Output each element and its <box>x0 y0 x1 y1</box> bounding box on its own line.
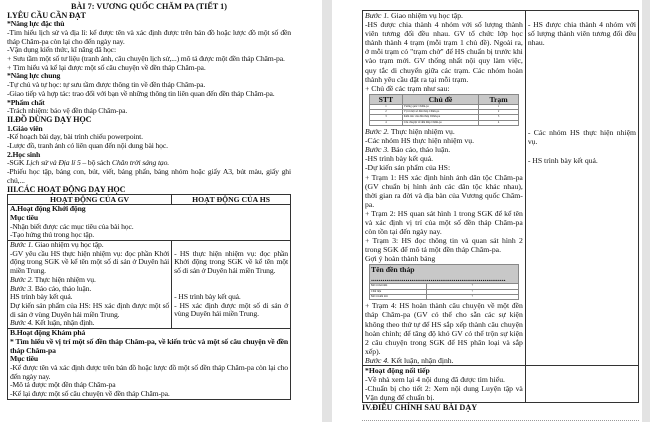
paragraph: -Nhận biết được các mục tiêu của bài học. <box>10 221 134 231</box>
paragraph: + Trạm 1: HS xác định hình ảnh dân tộc Chăm-pa (GV chuẩn bị hình ảnh các dân tộc khác nhau), thời gian ra đời và địa bàn của Vương quốc Chăm-pa. <box>365 172 523 209</box>
table-cell <box>363 365 526 402</box>
paragraph: -Kể được tên và xác định được trên bản đồ hoặc lược đồ một số đền tháp Chăm-pa còn lại cho đến ngày nay. <box>10 362 288 381</box>
paragraph: -Tự chủ và tự học: tự sưu tầm được thông tin về đền tháp Chăm-pa. <box>7 80 206 90</box>
column-header: Trạm <box>479 94 519 104</box>
paragraph: -HS được chia thành 4 nhóm với số lượng thành viên tương đối đều nhau. GV tổ chức lớp học thành thành 4 trạm (mỗi trạm 1 chủ đề). Ngoài ra, ở mỗi trạm có "trạm chờ" để HS chuẩn bị trước khi vào trạm mới. GV thống nhất nội quy làm việc, quy tắc di chuyển giữa các trạm. Các nhóm hoàn thành yêu cầu đặt ra tại mỗi trạm. <box>365 20 523 84</box>
paragraph: -Mô tả được một đền tháp Chăm-pa <box>10 380 116 390</box>
column-header: HOẠT ĐỘNG CỦA GV <box>8 195 172 205</box>
text: -SGK <box>7 158 27 168</box>
paragraph: -Về nhà xem lại 4 nội dung đã được tìm hiểu. <box>365 375 505 385</box>
subheading: 1.Giáo viên <box>7 123 43 133</box>
paragraph: -Chuẩn bị cho tiết 2: Xem nội dung Luyện tập và Vận dụng để chuẩn bị. <box>365 384 523 403</box>
paragraph: - HS trình bày kết quả. <box>527 155 598 165</box>
paragraph: - HS thực hiện nhiệm vụ: đọc phần Khởi động trong SGK về kể tên một số di sản ở Duyên hải miền Trung. <box>174 248 288 276</box>
step-label: Bước 2. <box>10 274 34 284</box>
cell: ? <box>426 295 518 300</box>
table-row <box>8 205 291 241</box>
document-page-1 <box>0 0 322 422</box>
table-cell <box>363 11 526 366</box>
column-header: STT <box>370 94 403 104</box>
text: Chân trời sáng tạo. <box>111 158 170 168</box>
section-heading: IV.ĐIỀU CHỈNH SAU BÀI DẠY <box>362 403 478 413</box>
paragraph: + Trạm 3: HS đọc thông tin và quan sát hình 2 trong SGK để mô tả một đền tháp Chăm-pa. <box>365 236 523 255</box>
activity-title: A.Hoạt động Khởi động <box>10 204 86 214</box>
column-header: Chủ đề <box>402 94 478 104</box>
paragraph: -Dự kiến sản phẩm của HS: <box>365 163 451 173</box>
section-heading: III.CÁC HOẠT ĐỘNG DẠY HỌC <box>7 184 126 194</box>
paragraph: + Trạm 4: HS hoàn thành câu chuyện về một đền tháp Chăm-pa (GV có thể cho sẵn các sự kiện không theo thứ tự để HS sắp xếp thành câu chuyện hoàn chỉnh; để tăng độ khó GV có thể trộn sự kiện 2 câu chuyện trong SGK để HS phân loại và sắp xếp). <box>365 301 523 356</box>
paragraph: -Tạo hứng thú trong học tập. <box>10 230 95 240</box>
temple-description-table <box>369 264 519 300</box>
paragraph: + Tìm hiểu và kể lại được một số câu chuyện về đền tháp Chăm-pa. <box>7 62 206 72</box>
dotted-line <box>362 412 639 421</box>
paragraph: - Các nhóm HS thực hiện nhiệm vụ. <box>527 128 636 147</box>
cell: 1 <box>370 104 403 109</box>
activities-table <box>7 194 291 399</box>
subheading: *Năng lực đặc thù <box>7 19 65 29</box>
document-page-2 <box>332 0 642 422</box>
column-header: Tên đền tháp ...................................................................... <box>370 265 519 284</box>
paragraph: -Kế hoạch bài dạy, bài trình chiếu powerpoint. <box>7 132 143 142</box>
subheading: Mục tiêu <box>10 212 39 222</box>
text: Báo cáo, thảo luận. <box>33 283 92 293</box>
text: Giao nhiệm vụ học tập. <box>389 11 463 20</box>
cell: 1 <box>479 104 519 109</box>
text: Thực hiện nhiệm vụ. <box>389 127 455 137</box>
cell: 2 <box>479 110 519 115</box>
paragraph: -Phiếu học tập, bảng con, bút, viết, bảng phấn, bảng nhóm hoặc giấy A3, bút màu, giấy ghi chú,... <box>7 167 291 185</box>
cell: Mô tả mái nhà <box>370 284 427 289</box>
subheading: *Phẩm chất <box>7 97 45 107</box>
paragraph: -GV yêu cầu HS thực hiện nhiệm vụ: đọc phần Khởi động trong SGK về kể tên một số di sản ở Duyên hải miền Trung. <box>10 248 170 276</box>
subheading: * Tìm hiểu về vị trí một số đền tháp Chăm-pa, về kiến trúc và một số câu chuyện về đền tháp Chăm-pa <box>10 336 288 355</box>
cell: 4 <box>370 120 403 125</box>
paragraph: Gợi ý hoàn thành bảng <box>365 254 436 264</box>
step-label: Bước 1. <box>365 11 390 20</box>
cell: 4 <box>479 120 519 125</box>
table-cell <box>525 11 638 366</box>
table-cell <box>525 365 638 402</box>
step-label: Bước 4. <box>365 355 390 365</box>
step-label: Bước 3. <box>365 145 390 155</box>
paragraph: + Chủ đề các trạm như sau: <box>365 83 450 93</box>
paragraph: - HS trình bày kết quả. <box>174 291 241 301</box>
cell: ? <box>426 289 518 294</box>
step-label: Bước 1. <box>10 240 34 250</box>
paragraph: - HS xác định được một số di sản ở vùng Duyên hải miền Trung. <box>174 300 288 319</box>
stations-table <box>369 94 519 126</box>
activity-title: B.Hoạt động Khám phá <box>10 328 86 338</box>
text: Giao nhiệm vụ học tập. <box>33 240 104 250</box>
cell: 2 <box>370 110 403 115</box>
table-cell <box>8 241 172 329</box>
cell: Câu chuyện về đền tháp Chăm-pa <box>402 120 478 125</box>
lesson-title: BÀI 7: VƯƠNG QUỐC CHĂM PA (TIẾT 1) <box>71 2 227 11</box>
paragraph: -Vận dụng kiến thức, kĩ năng đã học: <box>7 45 116 55</box>
cell: 3 <box>479 115 519 120</box>
text: Thực hiện nhiệm vụ. <box>33 274 96 284</box>
paragraph: HS trình bày kết quả. <box>10 292 73 302</box>
text: Lịch sử và Địa lí 5 <box>26 158 81 168</box>
paragraph: -Kể lại được một số câu chuyện về đền tháp Chăm-pa. <box>10 389 170 399</box>
column-header: HOẠT ĐỘNG CỦA HS <box>172 195 291 205</box>
paragraph: -Lược đồ, tranh ảnh có liên quan đến nội dung bài học. <box>7 141 168 151</box>
paragraph: -HS trình bày kết quả. <box>365 154 434 164</box>
cell: 3 <box>370 115 403 120</box>
paragraph: Dự kiến sản phẩm của HS: HS xác định được một số di sản ở vùng Duyên hải miền Trung. <box>10 301 170 319</box>
paragraph: -Giao tiếp và hợp tác: trao đổi với bạn về những thông tin liên quan đến đền tháp Chăm-pa. <box>7 88 275 98</box>
paragraph: + Trạm 2: HS quan sát hình 1 trong SGK để kể tên và xác định vị trí của một số đền tháp Chăm-pa còn tồn tại đến ngày nay. <box>365 208 523 237</box>
table-row <box>8 329 291 400</box>
cell: Chất liệu <box>370 289 427 294</box>
step-label: Bước 3. <box>10 283 34 293</box>
cell: Kiến trúc của đền tháp Chăm-pa <box>402 115 478 120</box>
paragraph: -Các nhóm HS thực hiện nhiệm vụ. <box>365 136 474 146</box>
text: – bộ sách <box>80 158 112 168</box>
text: Kết luận, nhận định. <box>389 355 454 365</box>
paragraph: -Trách nhiệm: bảo vệ đền tháp Chăm-pa. <box>7 106 128 116</box>
subheading: 2.Học sinh <box>7 149 41 159</box>
table-cell <box>172 241 291 329</box>
step-label: Bước 4. <box>10 318 34 328</box>
text: Kết luận, nhận định. <box>33 318 95 328</box>
section-heading: I.YÊU CẦU CẦN ĐẠT <box>7 10 86 20</box>
step-label: Bước 2. <box>365 127 390 137</box>
cell: Vương quốc Chăm-pa <box>402 104 478 109</box>
cell: ? <box>426 284 518 289</box>
paragraph: - HS được chia thành 4 nhóm với số lượng thành viên tương đối đều nhau. <box>527 20 636 48</box>
cell: Vị trí một số đền tháp Chăm-pa <box>402 110 478 115</box>
section-heading: II.ĐỒ DÙNG DẠY HỌC <box>7 114 92 124</box>
text: Báo cáo, thảo luận. <box>389 145 451 155</box>
cell: Mô tả kiến trúc <box>370 295 427 300</box>
activities-table-continued <box>362 10 639 403</box>
subheading: *Hoạt động nối tiếp <box>365 365 430 375</box>
subheading: Mục tiêu <box>10 354 39 364</box>
subheading: *Năng lực chung <box>7 71 61 81</box>
paragraph: + Sưu tầm một số tư liệu (tranh ảnh, câu chuyện lịch sử,...) mô tả được một đền tháp Chăm-pa. <box>7 54 285 64</box>
paragraph: -Tìm hiểu lịch sử và địa lí: kể được tên và xác định được trên bản đồ hoặc lược đồ một số đền tháp Chăm-pa còn lại cho đến ngày nay. <box>7 27 291 46</box>
